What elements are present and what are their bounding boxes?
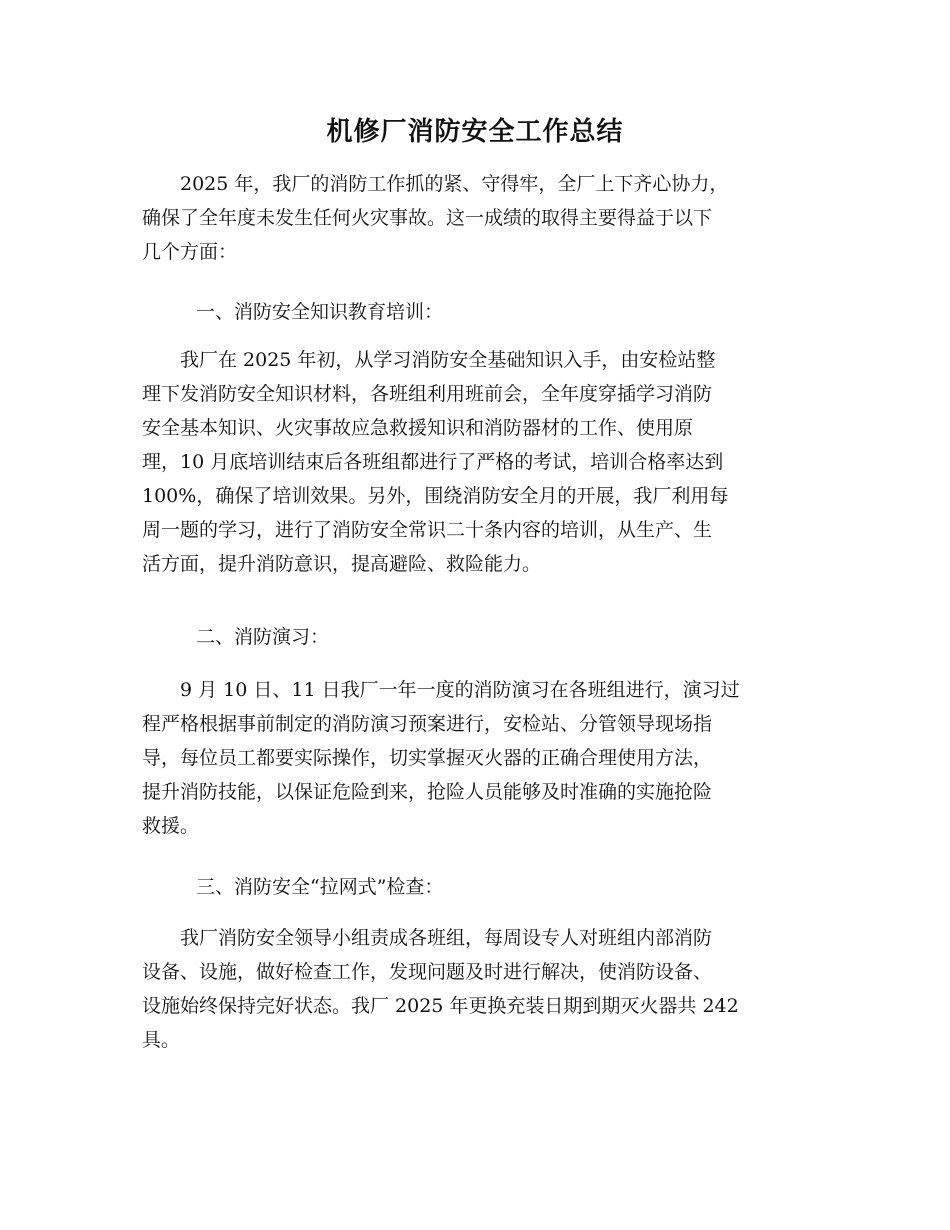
section-paragraph-training: [142, 343, 802, 581]
paragraph-line: 设施始终保持完好状态。我厂 2025 年更换充装日期到期灭火器共 242: [142, 995, 739, 1017]
paragraph-line: 100%，确保了培训效果。另外，围绕消防安全月的开展，我厂利用每: [142, 485, 729, 507]
paragraph-line: 救援。: [142, 815, 200, 837]
section-paragraph-inspection: [142, 921, 802, 1057]
paragraph-line: 几个方面：: [142, 241, 238, 263]
paragraph-line: 安全基本知识、火灾事故应急救援知识和消防器材的工作、使用原: [142, 417, 694, 439]
paragraph-line: 理下发消防安全知识材料，各班组利用班前会，全年度穿插学习消防: [142, 383, 713, 405]
intro-paragraph: [142, 167, 802, 269]
paragraph-line: 程严格根据事前制定的消防演习预案进行，安检站、分管领导现场指: [142, 713, 713, 735]
paragraph-line: 提升消防技能，以保证危险到来，抢险人员能够及时准确的实施抢险: [142, 781, 713, 803]
paragraph-line: 理，10 月底培训结束后各班组都进行了严格的考试，培训合格率达到: [142, 451, 724, 473]
paragraph-line: 导，每位员工都要实际操作，切实掌握灭火器的正确合理使用方法，: [142, 747, 713, 769]
paragraph-line: 我厂在 2025 年初，从学习消防安全基础知识入手，由安检站整: [142, 349, 716, 371]
section-heading-inspection: 三、消防安全“拉网式”检查：: [196, 876, 444, 898]
document-title: 机修厂消防安全工作总结: [326, 117, 624, 147]
paragraph-line: 2025 年，我厂的消防工作抓的紧、守得牢，全厂上下齐心协力，: [142, 173, 729, 195]
paragraph-line: 活方面，提升消防意识，提高避险、救险能力。: [142, 553, 542, 575]
paragraph-line: 9 月 10 日、11 日我厂一年一度的消防演习在各班组进行，演习过: [142, 679, 740, 701]
paragraph-line: 周一题的学习，进行了消防安全常识二十条内容的培训，从生产、生: [142, 519, 713, 541]
section-heading-training: 一、消防安全知识教育培训：: [196, 301, 444, 323]
paragraph-line: 具。: [142, 1029, 181, 1051]
section-paragraph-drill: [142, 673, 802, 843]
paragraph-line: 确保了全年度未发生任何火灾事故。这一成绩的取得主要得益于以下: [142, 207, 713, 229]
paragraph-line: 我厂消防安全领导小组责成各班组，每周设专人对班组内部消防: [142, 927, 713, 949]
paragraph-line: 设备、设施，做好检查工作，发现问题及时进行解决，使消防设备、: [142, 961, 713, 983]
section-heading-drill: 二、消防演习：: [196, 626, 330, 648]
